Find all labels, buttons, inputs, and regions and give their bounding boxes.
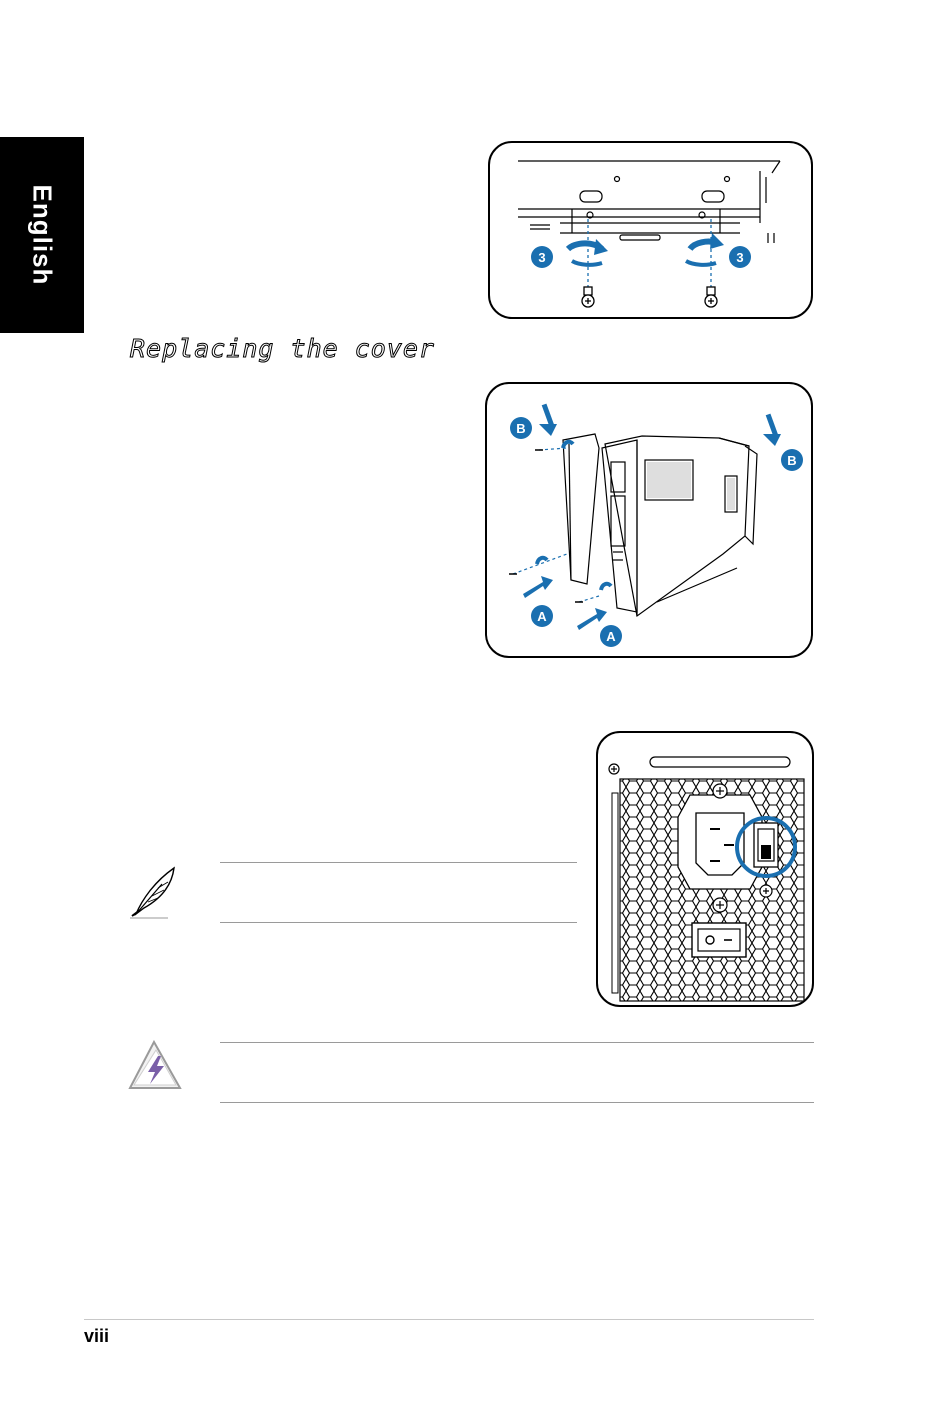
language-tab-label: English	[27, 184, 58, 286]
screw-removal-figure	[488, 141, 813, 319]
warning-rule-top	[220, 1042, 814, 1043]
lightning-triangle-icon	[128, 1038, 184, 1094]
note-rule-top	[220, 862, 577, 863]
power-supply-illustration	[598, 733, 814, 1007]
cover-replacement-figure	[485, 382, 813, 658]
footer-rule	[84, 1319, 814, 1320]
cover-callout-b-right: B	[787, 453, 797, 468]
power-supply-figure	[596, 731, 814, 1007]
screw-callout-right: 3	[736, 250, 744, 265]
note-rule-bottom	[220, 922, 577, 923]
screw-callout-left: 3	[538, 250, 546, 265]
section-title: Replacing the cover	[130, 334, 435, 363]
feather-pen-icon	[128, 864, 180, 920]
page-number: viii	[84, 1326, 110, 1346]
language-tab	[0, 137, 84, 333]
cover-callout-a-right: A	[606, 629, 616, 644]
screw-removal-illustration	[490, 143, 813, 319]
warning-rule-bottom	[220, 1102, 814, 1103]
cover-callout-a-left: A	[537, 609, 547, 624]
cover-callout-b-left: B	[516, 421, 526, 436]
cover-replacement-illustration	[487, 384, 813, 658]
